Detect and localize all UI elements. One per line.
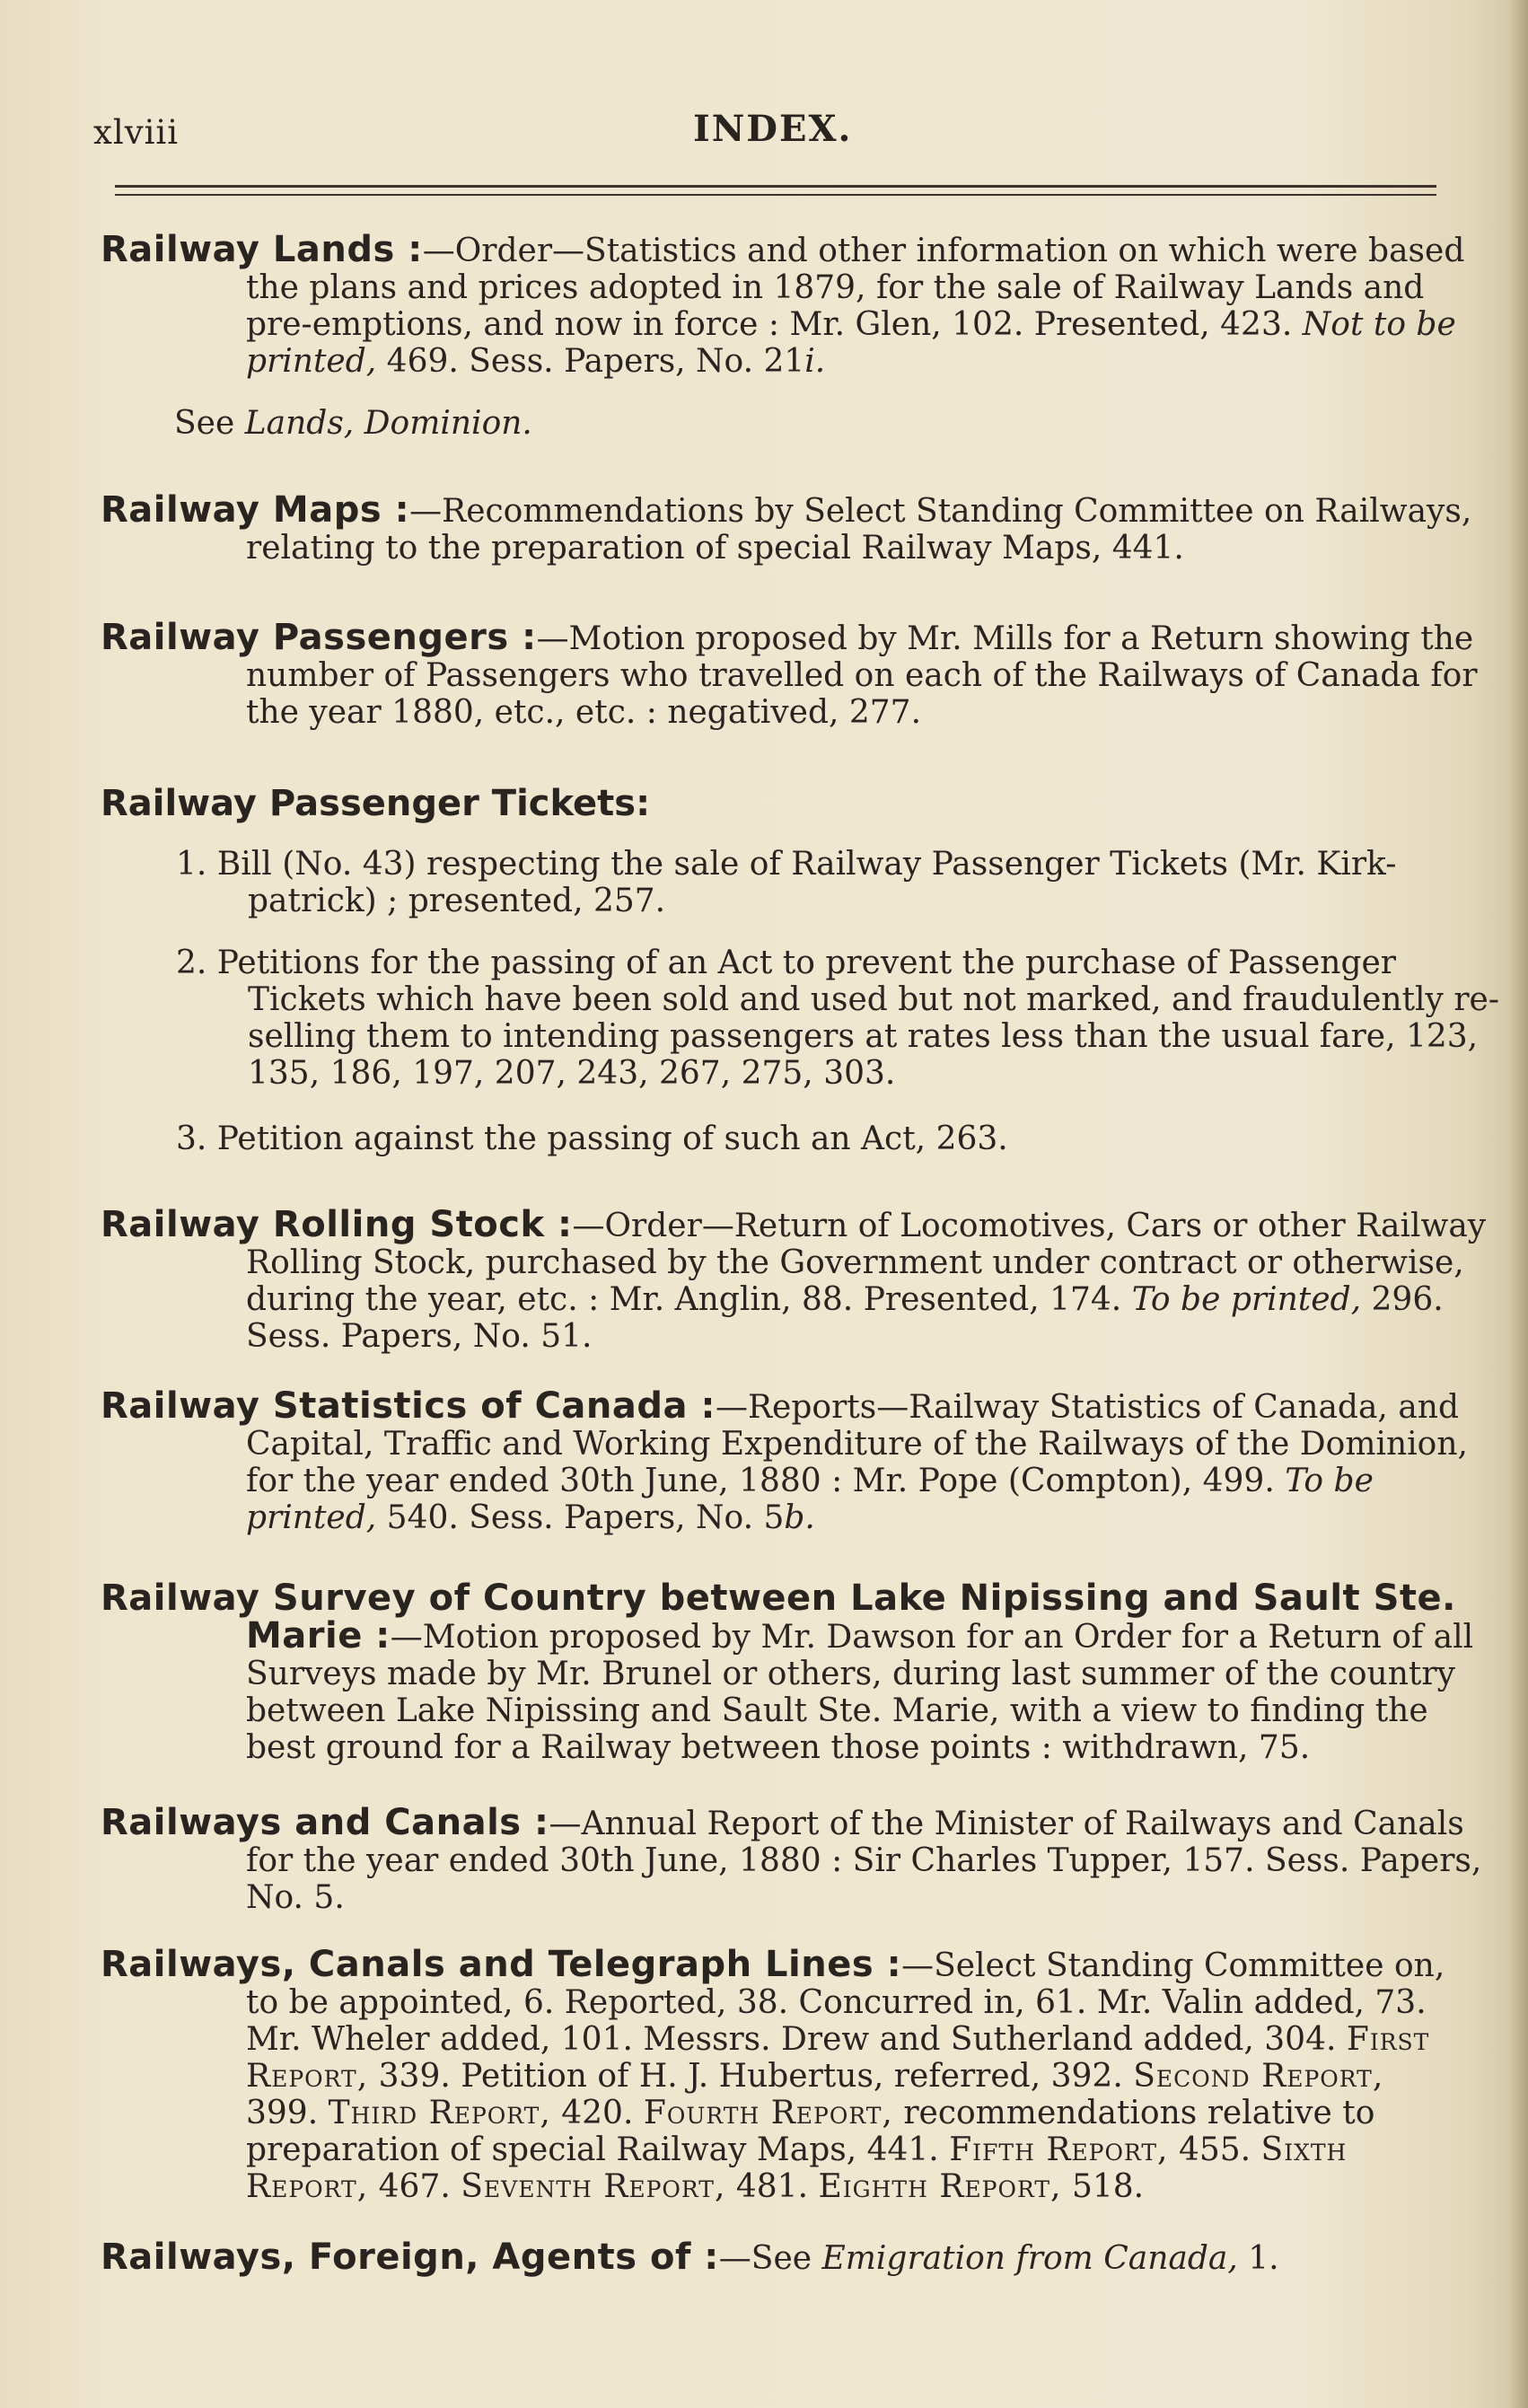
list-item: 1. Bill (No. 43) respecting the sale of Railway Passenger Tickets (Mr. Kirk- patrick) ; presented, 257. [176, 846, 1397, 919]
index-entry-railway-survey: Railway Survey of Country between Lake Nipissing and Sault Ste. Marie :—Motion proposed by Mr. Dawson for an Order for a Return of all Surveys made by Mr. Brunel or others, during last summer of the country between Lake Nipissing and Sault Ste. Marie, with a view to finding the best ground for a Railway between those points : withdrawn, 75. [101, 1578, 1474, 1766]
entry-heading: Railway Survey of Country between Lake Nipissing and Sault Ste. [101, 1578, 1456, 1619]
index-entry-railway-maps: Railway Maps :—Recommendations by Select Standing Committee on Railways, relating to the preparation of special Railway Maps, 441. [101, 489, 1472, 567]
entry-heading: Railways, Foreign, Agents of : [101, 2237, 719, 2278]
index-entry-railway-lands: Railway Lands :—Order—Statistics and other information on which were based the plans and prices adopted in 1879, for the sale of Railway Lands and pre-emptions, and now in force : Mr. Glen, 102. Presented, 423. Not to be printed, 469. Sess. Papers, No. 21i. See Lands, Dominion. [101, 229, 1465, 442]
entry-heading: Railway Rolling Stock : [101, 1204, 573, 1245]
entry-heading: Railway Passengers : [101, 617, 537, 658]
index-entry-railway-statistics: Railway Statistics of Canada :—Reports—Railway Statistics of Canada, and Capital, Traffic and Working Expenditure of the Railways of the Dominion, for the year ended 30th June, 1880 : Mr. Pope (Compton), 499. To be printed, 540. Sess. Papers, No. 5b. [101, 1385, 1468, 1536]
entry-heading: Railway Lands : [101, 229, 423, 270]
running-head: INDEX. [693, 108, 853, 150]
index-entry-railway-passenger-tickets: Railway Passenger Tickets: [101, 783, 651, 824]
entry-heading: Railways and Canals : [101, 1802, 549, 1843]
header-rule [115, 185, 1436, 188]
header-rule-thin [115, 194, 1436, 196]
entry-heading: Railways, Canals and Telegraph Lines : [101, 1944, 902, 1985]
page-edge-shadow [1508, 0, 1528, 2408]
see-also: See Lands, Dominion. [174, 405, 532, 442]
entry-heading: Railway Maps : [101, 489, 410, 531]
list-item: 2. Petitions for the passing of an Act to prevent the purchase of Passenger Tickets which have been sold and used but not marked, and fraudulently re- selling them to intending passengers at rates less than the usual fare, 123, 135, 186, 197, 207, 243, 267, 275, 303. [176, 945, 1500, 1092]
index-entry-railways-foreign-agents: Railways, Foreign, Agents of :—See Emigration from Canada, 1. [101, 2237, 1279, 2278]
index-entry-railways-and-canals: Railways and Canals :—Annual Report of the Minister of Railways and Canals for the year ended 30th June, 1880 : Sir Charles Tupper, 157. Sess. Papers, No. 5. [101, 1802, 1482, 1916]
page-number: xlviii [93, 113, 180, 152]
entry-heading: Railway Statistics of Canada : [101, 1385, 716, 1427]
list-item: 3. Petition against the passing of such an Act, 263. [176, 1121, 1008, 1157]
index-entry-railway-rolling-stock: Railway Rolling Stock :—Order—Return of Locomotives, Cars or other Railway Rolling Stock, purchased by the Government under contract or otherwise, during the year, etc. : Mr. Anglin, 88. Presented, 174. To be printed, 296. Sess. Papers, No. 51. [101, 1204, 1487, 1355]
index-entry-railways-canals-telegraph: Railways, Canals and Telegraph Lines :—Select Standing Committee on, to be appointed, 6. Reported, 38. Concurred in, 61. Mr. Valin added, 73. Mr. Wheler added, 101. Messrs. Drew and Sutherland added, 304. First Report, 339. Petition of H. J. Hubertus, referred, 392. Second Report, 399. Third Report, 420. Fourth Report, recommendations relative to preparation of special Railway Maps, 441. Fifth Report, 455. Sixth Report, 467. Seventh Report, 481. Eighth Report, 518. [101, 1944, 1445, 2205]
index-entry-railway-passengers: Railway Passengers :—Motion proposed by Mr. Mills for a Return showing the number of Passengers who travelled on each of the Railways of Canada for the year 1880, etc., etc. : negatived, 277. [101, 617, 1478, 731]
